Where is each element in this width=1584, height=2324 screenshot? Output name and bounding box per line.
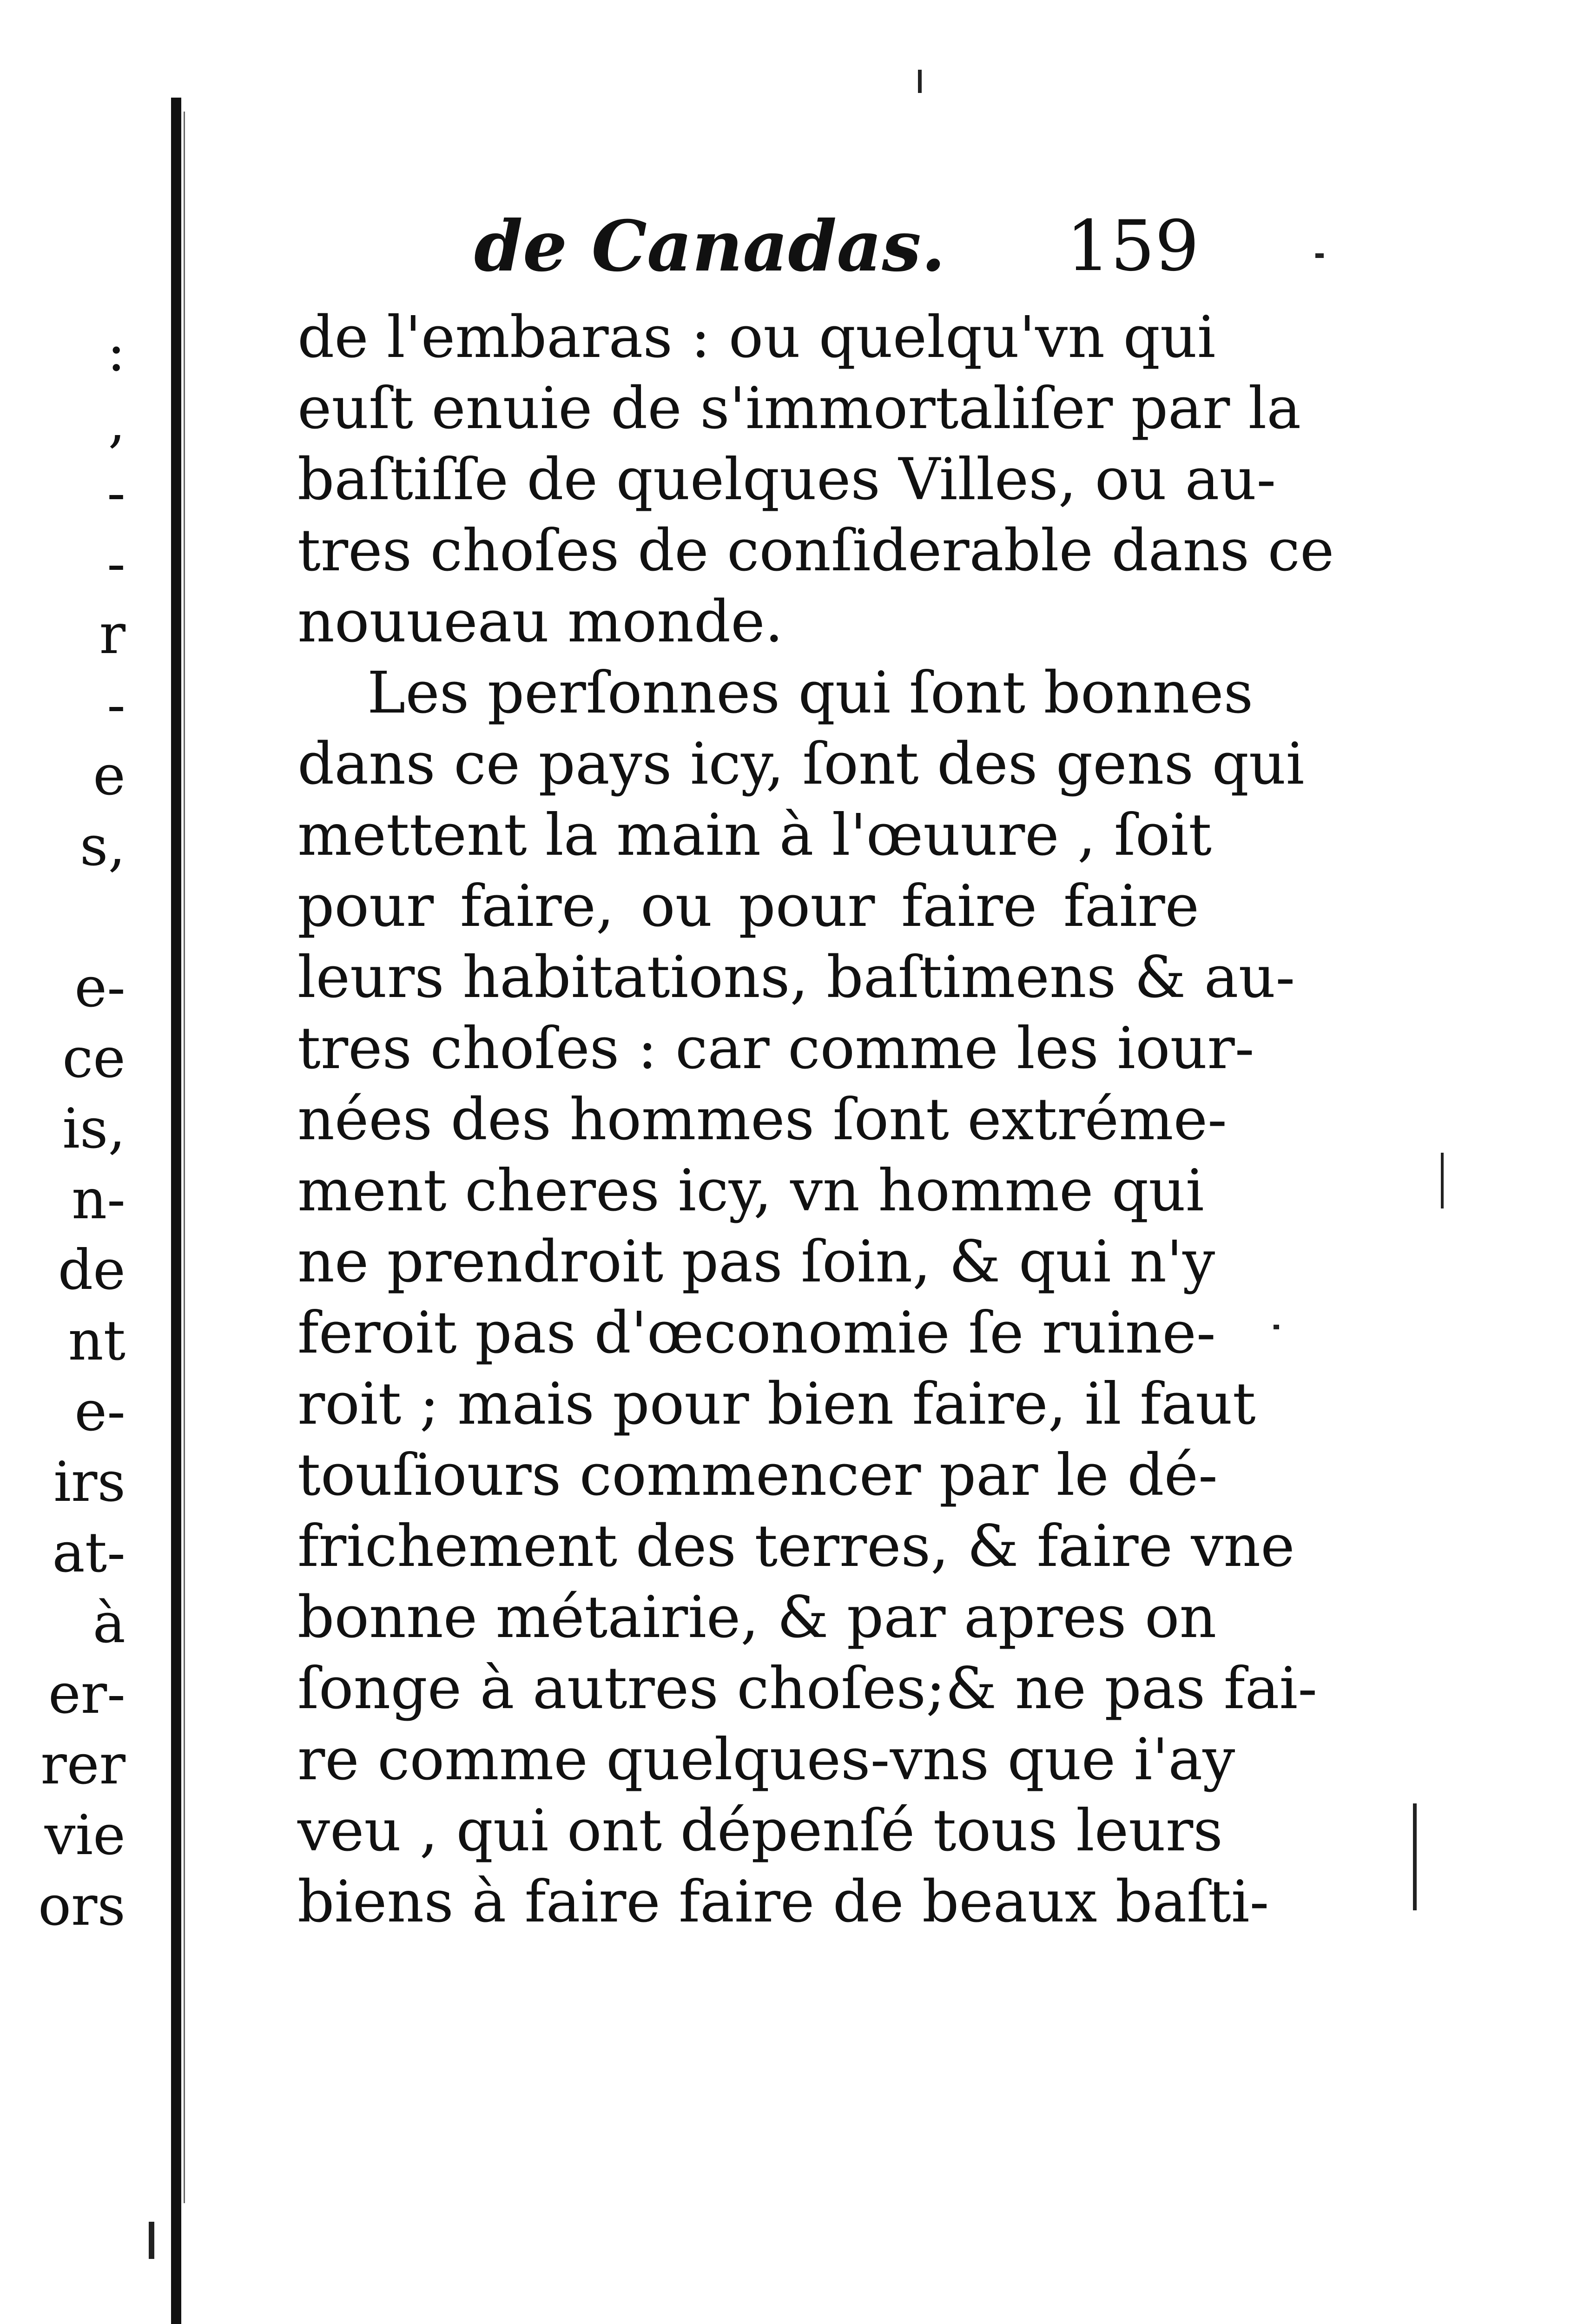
facing-fragment: irs (53, 1450, 125, 1514)
text-line: nouueau monde. (297, 588, 784, 655)
text-line: roit ; mais pour bien faire, il faut (297, 1371, 1256, 1438)
scan-speck (1413, 1803, 1417, 1910)
facing-fragment: e (93, 743, 125, 807)
text-line: leurs habitations, baſtimens & au- (297, 944, 1295, 1011)
facing-fragment: s, (79, 814, 125, 878)
facing-fragment: ors (38, 1874, 125, 1938)
text-line: tres choſes : car comme les iour- (297, 1015, 1254, 1082)
text-line: ment cheres icy, vn homme qui (297, 1157, 1204, 1224)
paragraph-first-line: Les perſonnes qui ſont bonnes (367, 660, 1254, 726)
scan-speck (918, 70, 922, 93)
facing-fragment: is, (62, 1096, 125, 1161)
text-line: dans ce pays icy, ſont des gens qui (297, 731, 1305, 798)
facing-fragment: - (107, 673, 125, 737)
scan-speck (1441, 1153, 1444, 1208)
facing-fragment: e- (74, 955, 125, 1019)
facing-fragment: , (108, 390, 125, 454)
facing-fragment: - (107, 531, 125, 595)
facing-fragment: de (58, 1238, 125, 1302)
facing-fragment: : (107, 319, 125, 383)
text-line: tres choſes de conſiderable dans ce (297, 517, 1334, 584)
facing-fragment: nt (68, 1308, 125, 1373)
facing-fragment: à (92, 1591, 125, 1655)
running-title: de Canadas. (474, 205, 946, 287)
text-line: biens à faire faire de beaux baſti- (297, 1868, 1269, 1935)
text-line: bonne métairie, & par apres on (297, 1584, 1217, 1651)
text-line: nées des hommes ſont extréme- (297, 1086, 1227, 1153)
binding-gutter-line (171, 98, 181, 2324)
scan-speck (149, 2222, 154, 2259)
text-line: mettent la main à l'œuure , ſoit (297, 802, 1212, 869)
text-line: pour faire, ou pour faire faire (297, 873, 1199, 940)
facing-fragment: at- (52, 1520, 125, 1585)
text-line: veu , qui ont dépenſé tous leurs (297, 1797, 1223, 1864)
text-line: euſt enuie de s'immortaliſer par la (297, 375, 1301, 442)
facing-fragment (14, 881, 125, 952)
scan-speck (1315, 253, 1324, 258)
facing-fragment: er- (48, 1662, 125, 1726)
binding-shadow-line (184, 112, 185, 2203)
facing-fragment: e- (74, 1379, 125, 1443)
facing-fragment: n- (72, 1167, 125, 1231)
facing-fragment: ce (62, 1026, 125, 1090)
text-line: de l'embaras : ou quelqu'vn qui (297, 304, 1216, 371)
text-line: ſonge à autres choſes;& ne pas fai- (297, 1655, 1318, 1722)
facing-fragment: r (99, 602, 125, 666)
running-header (297, 200, 1199, 293)
text-line: frichement des terres, & faire vne (297, 1513, 1295, 1580)
scan-speck (1274, 1325, 1279, 1329)
text-line: ne prendroit pas ſoin, & qui n'y (297, 1228, 1215, 1295)
facing-page-fragments (14, 316, 125, 1941)
facing-fragment: - (107, 461, 125, 525)
page-number: 159 (1066, 206, 1199, 287)
text-line: baſtiſſe de quelques Villes, ou au- (297, 446, 1276, 513)
facing-fragment: vie (44, 1803, 125, 1867)
body-text (297, 302, 1334, 1938)
text-line: re comme quelques-vns que i'ay (297, 1726, 1235, 1793)
text-line: touſiours commencer par le dé- (297, 1442, 1218, 1509)
facing-fragment: rer (40, 1732, 125, 1796)
text-line: feroit pas d'œconomie ſe ruine- (297, 1300, 1216, 1367)
